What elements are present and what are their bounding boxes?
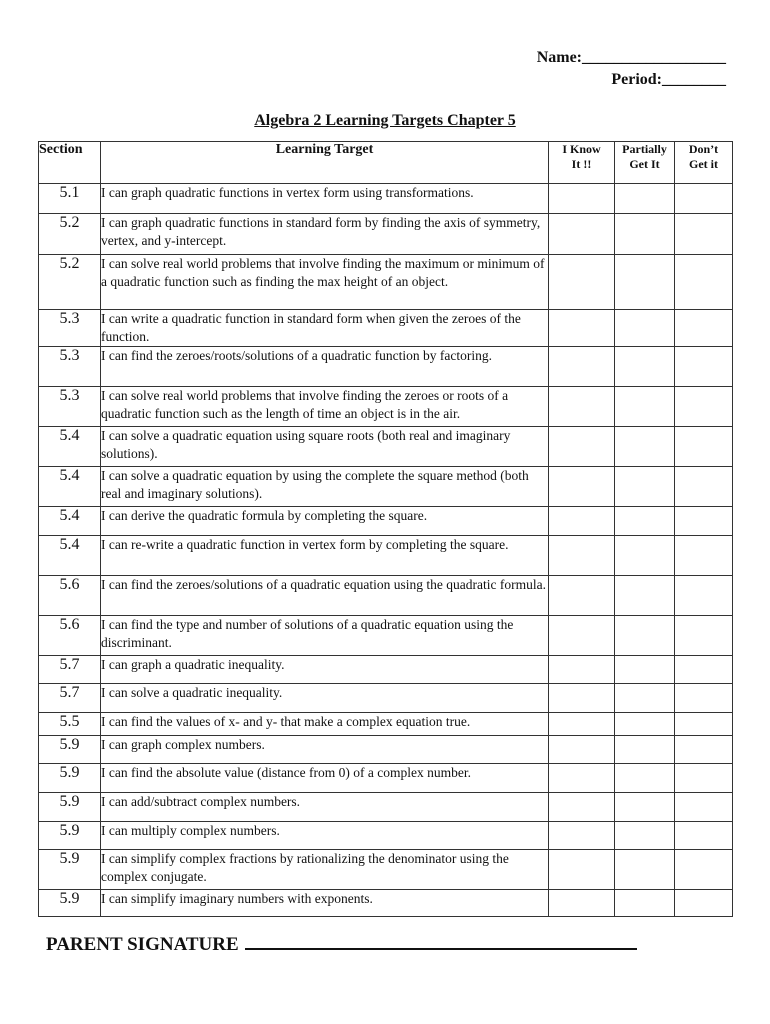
i-know-it-checkbox[interactable] <box>549 214 615 255</box>
partially-get-it-checkbox[interactable] <box>615 507 675 536</box>
table-row <box>39 684 733 713</box>
i-know-it-checkbox[interactable] <box>549 427 615 467</box>
section-number: 5.7 <box>39 656 101 684</box>
dont-get-it-checkbox[interactable] <box>675 467 733 507</box>
learning-target-text: I can multiply complex numbers. <box>101 822 549 850</box>
section-number: 5.6 <box>39 576 101 616</box>
i-know-it-checkbox[interactable] <box>549 713 615 736</box>
table-row <box>39 507 733 536</box>
dont-get-it-checkbox[interactable] <box>675 890 733 917</box>
header-line: It !! <box>571 157 592 171</box>
partially-get-it-checkbox[interactable] <box>615 536 675 576</box>
partially-get-it-checkbox[interactable] <box>615 214 675 255</box>
page-title: Algebra 2 Learning Targets Chapter 5 <box>254 112 516 129</box>
header-line: Partially <box>622 142 667 156</box>
learning-target-text: I can derive the quadratic formula by completing the square. <box>101 507 549 536</box>
section-number: 5.4 <box>39 507 101 536</box>
table-row <box>39 576 733 616</box>
table-row <box>39 427 733 467</box>
parent-signature <box>46 930 637 957</box>
i-know-it-checkbox[interactable] <box>549 347 615 387</box>
partially-get-it-checkbox[interactable] <box>615 184 675 214</box>
name-field[interactable]: Name:__________________ <box>536 49 726 66</box>
dont-get-it-checkbox[interactable] <box>675 255 733 310</box>
parent-signature-line[interactable] <box>245 930 637 950</box>
table-row <box>39 822 733 850</box>
learning-target-text: I can graph quadratic functions in vertex form using transformations. <box>101 184 549 214</box>
header-line: I Know <box>562 142 601 156</box>
section-number: 5.4 <box>39 427 101 467</box>
table-header-row <box>39 142 733 184</box>
i-know-it-checkbox[interactable] <box>549 890 615 917</box>
table-row <box>39 184 733 214</box>
learning-target-text: I can find the values of x- and y- that make a complex equation true. <box>101 713 549 736</box>
partially-get-it-checkbox[interactable] <box>615 793 675 822</box>
table-row <box>39 467 733 507</box>
learning-target-text: I can graph complex numbers. <box>101 736 549 764</box>
dont-get-it-checkbox[interactable] <box>675 822 733 850</box>
section-number: 5.3 <box>39 387 101 427</box>
learning-target-text: I can simplify imaginary numbers with exponents. <box>101 890 549 917</box>
learning-target-text: I can add/subtract complex numbers. <box>101 793 549 822</box>
dont-get-it-checkbox[interactable] <box>675 793 733 822</box>
dont-get-it-checkbox[interactable] <box>675 850 733 890</box>
table-row <box>39 850 733 890</box>
dont-get-it-checkbox[interactable] <box>675 184 733 214</box>
dont-get-it-checkbox[interactable] <box>675 507 733 536</box>
learning-target-text: I can solve real world problems that involve finding the maximum or minimum of a quadratic function such as finding the max height of an object. <box>101 255 549 310</box>
partially-get-it-checkbox[interactable] <box>615 764 675 793</box>
i-know-it-checkbox[interactable] <box>549 850 615 890</box>
partially-get-it-checkbox[interactable] <box>615 736 675 764</box>
section-number: 5.1 <box>39 184 101 214</box>
partially-get-it-checkbox[interactable] <box>615 713 675 736</box>
table-row <box>39 310 733 347</box>
dont-get-it-checkbox[interactable] <box>675 214 733 255</box>
i-know-it-checkbox[interactable] <box>549 536 615 576</box>
partially-get-it-column-header <box>615 142 675 184</box>
section-number: 5.9 <box>39 822 101 850</box>
header-line: Get It <box>629 157 660 171</box>
table-row <box>39 387 733 427</box>
section-number: 5.9 <box>39 890 101 917</box>
i-know-it-checkbox[interactable] <box>549 255 615 310</box>
partially-get-it-checkbox[interactable] <box>615 656 675 684</box>
period-field[interactable]: Period:________ <box>611 71 726 88</box>
learning-target-text: I can simplify complex fractions by rationalizing the denominator using the complex conjugate. <box>101 850 549 890</box>
i-know-it-checkbox[interactable] <box>549 764 615 793</box>
header-line: Get it <box>689 157 718 171</box>
learning-target-text: I can find the absolute value (distance from 0) of a complex number. <box>101 764 549 793</box>
partially-get-it-checkbox[interactable] <box>615 310 675 347</box>
learning-target-text: I can solve a quadratic equation by using the complete the square method (both real and imaginary solutions). <box>101 467 549 507</box>
dont-get-it-checkbox[interactable] <box>675 764 733 793</box>
i-know-it-checkbox[interactable] <box>549 387 615 427</box>
partially-get-it-checkbox[interactable] <box>615 684 675 713</box>
parent-signature-label: PARENT SIGNATURE <box>46 934 239 955</box>
partially-get-it-checkbox[interactable] <box>615 822 675 850</box>
learning-target-text: I can graph a quadratic inequality. <box>101 656 549 684</box>
partially-get-it-checkbox[interactable] <box>615 427 675 467</box>
i-know-it-checkbox[interactable] <box>549 184 615 214</box>
table-row <box>39 616 733 656</box>
section-number: 5.9 <box>39 850 101 890</box>
i-know-it-checkbox[interactable] <box>549 616 615 656</box>
table-row <box>39 214 733 255</box>
dont-get-it-checkbox[interactable] <box>675 347 733 387</box>
dont-get-it-checkbox[interactable] <box>675 616 733 656</box>
section-number: 5.3 <box>39 310 101 347</box>
learning-target-text: I can write a quadratic function in standard form when given the zeroes of the function. <box>101 310 549 347</box>
table-row <box>39 347 733 387</box>
i-know-it-checkbox[interactable] <box>549 822 615 850</box>
dont-get-it-checkbox[interactable] <box>675 536 733 576</box>
learning-target-text: I can solve a quadratic inequality. <box>101 684 549 713</box>
section-number: 5.4 <box>39 467 101 507</box>
learning-target-column-header: Learning Target <box>101 142 549 184</box>
section-number: 5.2 <box>39 214 101 255</box>
partially-get-it-checkbox[interactable] <box>615 616 675 656</box>
section-number: 5.9 <box>39 736 101 764</box>
dont-get-it-column-header <box>675 142 733 184</box>
section-number: 5.2 <box>39 255 101 310</box>
table-row <box>39 736 733 764</box>
partially-get-it-checkbox[interactable] <box>615 850 675 890</box>
partially-get-it-checkbox[interactable] <box>615 467 675 507</box>
section-number: 5.7 <box>39 684 101 713</box>
partially-get-it-checkbox[interactable] <box>615 347 675 387</box>
section-number: 5.6 <box>39 616 101 656</box>
section-number: 5.3 <box>39 347 101 387</box>
i-know-it-checkbox[interactable] <box>549 310 615 347</box>
dont-get-it-checkbox[interactable] <box>675 736 733 764</box>
learning-target-text: I can find the type and number of solutions of a quadratic equation using the discriminant. <box>101 616 549 656</box>
dont-get-it-checkbox[interactable] <box>675 387 733 427</box>
table-row <box>39 793 733 822</box>
learning-target-text: I can graph quadratic functions in standard form by finding the axis of symmetry, vertex, and y-intercept. <box>101 214 549 255</box>
dont-get-it-checkbox[interactable] <box>675 427 733 467</box>
section-column-header: Section <box>39 142 101 184</box>
learning-target-text: I can solve a quadratic equation using square roots (both real and imaginary solutions). <box>101 427 549 467</box>
table-row <box>39 656 733 684</box>
section-number: 5.9 <box>39 764 101 793</box>
header-line: Don’t <box>688 142 719 156</box>
partially-get-it-checkbox[interactable] <box>615 387 675 427</box>
dont-get-it-checkbox[interactable] <box>675 713 733 736</box>
i-know-it-checkbox[interactable] <box>549 684 615 713</box>
section-number: 5.4 <box>39 536 101 576</box>
learning-targets-table <box>38 141 733 917</box>
dont-get-it-checkbox[interactable] <box>675 310 733 347</box>
dont-get-it-checkbox[interactable] <box>675 684 733 713</box>
table-row <box>39 764 733 793</box>
i-know-it-column-header <box>549 142 615 184</box>
table-row <box>39 890 733 917</box>
i-know-it-checkbox[interactable] <box>549 507 615 536</box>
i-know-it-checkbox[interactable] <box>549 736 615 764</box>
table-row <box>39 255 733 310</box>
learning-target-text: I can re-write a quadratic function in vertex form by completing the square. <box>101 536 549 576</box>
partially-get-it-checkbox[interactable] <box>615 576 675 616</box>
section-number: 5.9 <box>39 793 101 822</box>
i-know-it-checkbox[interactable] <box>549 467 615 507</box>
table-row <box>39 536 733 576</box>
i-know-it-checkbox[interactable] <box>549 656 615 684</box>
learning-target-text: I can find the zeroes/solutions of a quadratic equation using the quadratic formula. <box>101 576 549 616</box>
dont-get-it-checkbox[interactable] <box>675 576 733 616</box>
i-know-it-checkbox[interactable] <box>549 576 615 616</box>
partially-get-it-checkbox[interactable] <box>615 255 675 310</box>
table-row <box>39 713 733 736</box>
dont-get-it-checkbox[interactable] <box>675 656 733 684</box>
i-know-it-checkbox[interactable] <box>549 793 615 822</box>
learning-target-text: I can solve real world problems that involve finding the zeroes or roots of a quadratic function such as the length of time an object is in the air. <box>101 387 549 427</box>
learning-target-text: I can find the zeroes/roots/solutions of a quadratic function by factoring. <box>101 347 549 387</box>
section-number: 5.5 <box>39 713 101 736</box>
partially-get-it-checkbox[interactable] <box>615 890 675 917</box>
